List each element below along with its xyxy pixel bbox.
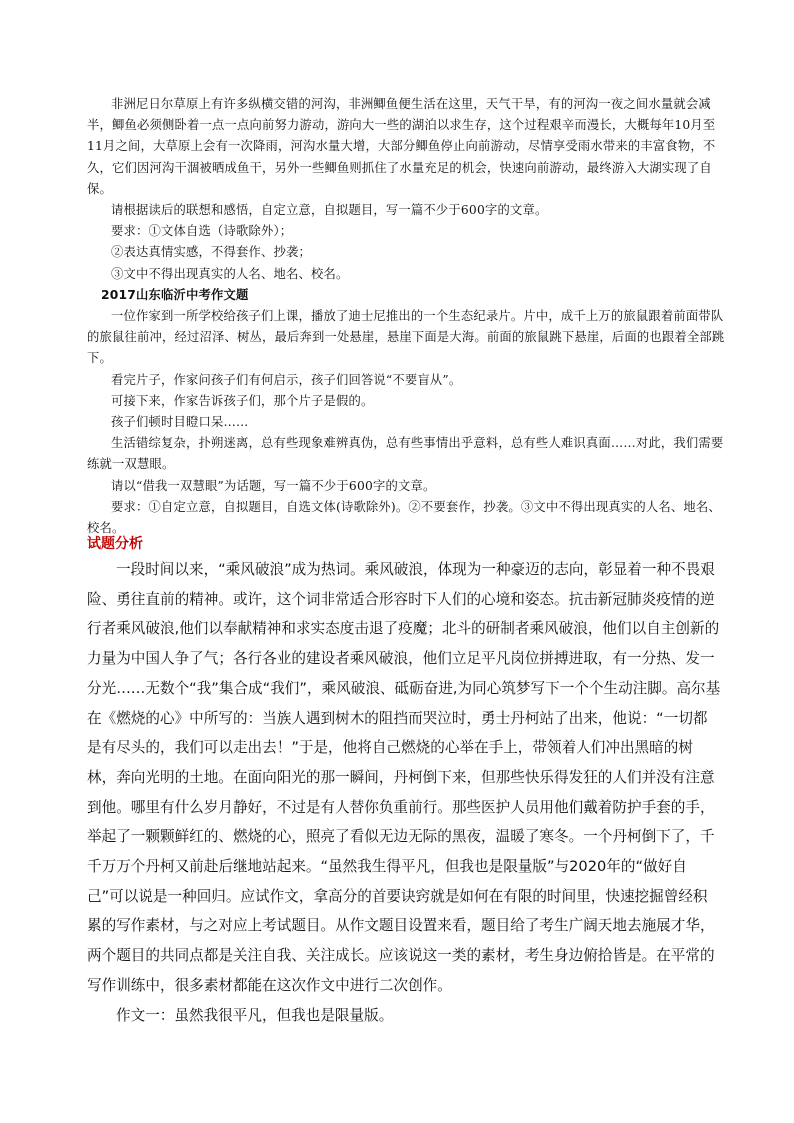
essay-one-title: 作文一：虽然我很平凡，但我也是限量版。 [116,1006,394,1024]
exam-paragraph-3: 可接下来，作家告诉孩子们，那个片子是假的。 [111,393,374,408]
exam-paragraph-4: 孩子们顿时目瞪口呆…… [111,415,249,430]
exam-paragraph-5: 生活错综复杂，扑朔迷离，总有些现象难辨真伪，总有些事情出乎意料，总有些人难识真面……对此，我们需要练就一双慧眼。 [87,436,724,472]
exam-requirements: 要求：①自定立意，自拟题目，自选文体(诗歌除外)。②不要套作，抄袭。③文中不得出现真实的人名、地名、校名。 [87,499,721,536]
exam-heading: 2017山东临沂中考作文题 [101,287,249,302]
exam-paragraph-1: 一位作家到一所学校给孩子们上课，播放了迪士尼推出的一个生态纪录片。片中，成千上万的旅鼠跟着前面带队的旅鼠往前冲，经过沼泽、树丛，最后奔到一处悬崖，悬崖下面是大海。前面的旅鼠跳下悬崖，后面的也跟着全部跳下。 [87,309,725,366]
intro-requirement-2: ②表达真情实感，不得套作、抄袭； [111,245,311,260]
analysis-title: 试题分析 [87,536,143,552]
analysis-section [87,555,721,1030]
intro-paragraph: 非洲尼日尔草原上有许多纵横交错的河沟，非洲鲫鱼便生活在这里，天气干旱，有的河沟一夜之间水量就会减半，鲫鱼必须侧卧着一点一点向前努力游动，游向大一些的湖泊以求生存，这个过程艰辛而漫长，大概每年10月至11月之间，大草原上会有一次降雨，河沟水量大增，大部分鲫鱼停止向前游动，尽情享受雨水带来的丰富食物，不久，它们因河沟干涸被晒成鱼干，另外一些鲫鱼则抓住了水量充足的机会，快速向前游动，最终游入大湖实现了自保。 [87,97,716,196]
intro-requirement-1: 要求：①文体自选（诗歌除外）； [111,224,293,239]
prompt-section [87,94,725,539]
intro-requirement-3: ③文中不得出现真实的人名、地名、校名。 [111,266,349,281]
exam-paragraph-2: 看完片子，作家问孩子们有何启示，孩子们回答说“不要盲从”。 [111,372,462,387]
analysis-paragraph: 一段时间以来，“乘风破浪”成为热词。乘风破浪，体现为一种豪迈的志向，彰显着一种不畏艰险、勇往直前的精神。或许，这个词非常适合形容时下人们的心境和姿态。抗击新冠肺炎疫情的逆行者乘风破浪,他们以奉献精神和求实态度击退了疫魔；北斗的研制者乘风破浪，他们以自主创新的力量为中国人争了气；各行各业的建设者乘风破浪，他们立足平凡岗位拼搏进取，有一分热、发一分光……无数个“我”集合成“我们”，乘风破浪、砥砺奋进,为同心筑梦写下一个个生动注脚。高尔基在《燃烧的心》中所写的：当族人遇到树木的阻挡而哭泣时，勇士丹柯站了出来，他说：“一切都是有尽头的，我们可以走出去！”于是，他将自己燃烧的心举在手上，带领着人们冲出黑暗的树林，奔向光明的土地。在面向阳光的那一瞬间，丹柯倒下来，但那些快乐得发狂的人们并没有注意到他。哪里有什么岁月静好，不过是有人替你负重前行。那些医护人员用他们戴着防护手套的手，举起了一颗颗鲜红的、燃烧的心，照亮了看似无边无际的黑夜，温暖了寒冬。一个丹柯倒下了，千千万万个丹柯又前赴后继地站起来。“虽然我生得平凡，但我也是限量版”与2020年的“做好自己”可以说是一种回归。应试作文，拿高分的首要诀窍就是如何在有限的时间里，快速挖掘曾经积累的写作素材，与之对应上考试题目。从作文题目设置来看，题目给了考生广阔天地去施展才华，两个题目的共同点都是关注自我、关注成长。应该说这一类的素材，考生身边俯拾皆是。在平常的写作训练中，很多素材都能在这次作文中进行二次创作。 [87,561,721,994]
intro-instruction: 请根据读后的联想和感悟，自定立意，自拟题目，写一篇不少于600字的文章。 [111,203,548,218]
exam-instruction: 请以“借我一双慧眼”为话题，写一篇不少于600字的文章。 [111,478,436,493]
